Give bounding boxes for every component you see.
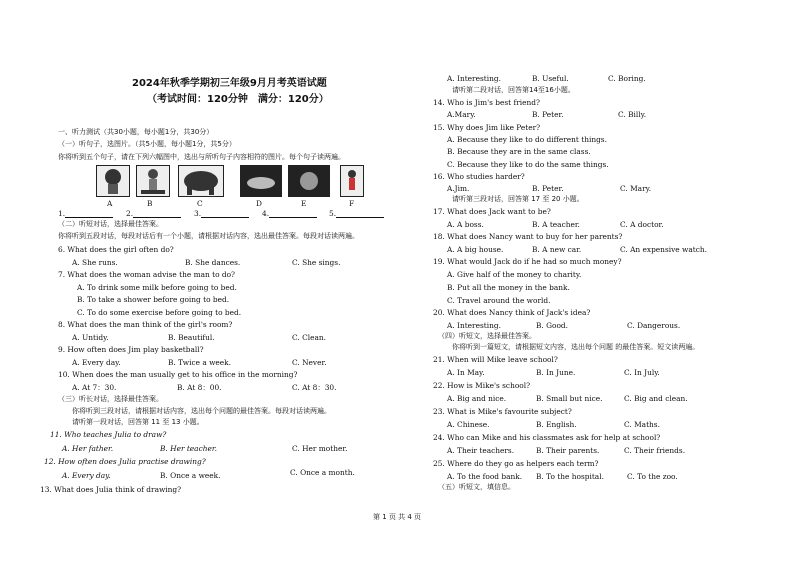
part-heading: （三）听长对话，选择最佳答案。 [58, 395, 163, 403]
option-8a[interactable]: A. Untidy. [72, 333, 109, 342]
option-19b[interactable]: B. Put all the money in the bank. [447, 283, 570, 292]
option-11b[interactable]: B. Her teacher. [160, 444, 217, 453]
option-8c[interactable]: C. Clean. [292, 333, 326, 342]
option-15a[interactable]: A. Because they like to do different things. [447, 135, 607, 144]
option-9a[interactable]: A. Every day. [72, 358, 121, 367]
picture-letter-b: B [147, 199, 153, 208]
part-heading: （五）听短文，填信息。 [438, 483, 515, 491]
option-25a[interactable]: A. To the food bank. [447, 472, 523, 481]
option-7c[interactable]: C. To do some exercise before going to bed. [77, 308, 242, 317]
picture-letter-c: C [197, 199, 203, 208]
option-16b[interactable]: B. Peter. [532, 184, 564, 193]
option-19a[interactable]: A. Give half of the money to charity. [447, 270, 582, 279]
question-14: 14. Who is Jim's best friend? [433, 98, 540, 107]
option-13a[interactable]: A. Interesting. [447, 74, 501, 83]
answer-blank-1[interactable]: 1. [58, 209, 113, 218]
section-heading: 一、听力测试（共30小题，每小题1分，共30分） [58, 128, 214, 136]
part-instructions: 你将听到五段对话，每段对话后有一个小题，请根据对话内容，选出最佳答案。每段对话读两遍。 [58, 232, 359, 240]
question-8: 8. What does the man think of the girl's room? [58, 320, 233, 329]
option-23a[interactable]: A. Chinese. [447, 420, 490, 429]
part-heading: （一）听句子，选图片。（共5小题，每小题1分，共5分） [58, 140, 236, 148]
question-23: 23. What is Mike's favourite subject? [433, 407, 572, 416]
question-10: 10. When does the man usually get to his office in the morning? [58, 370, 298, 379]
option-9b[interactable]: B. Twice a week. [168, 358, 232, 367]
question-15: 15. Why does Jim like Peter? [433, 123, 541, 132]
option-21a[interactable]: A. In May. [447, 368, 485, 377]
option-12a[interactable]: A. Every day. [62, 471, 111, 480]
option-20c[interactable]: C. Dangerous. [627, 321, 681, 330]
option-6c[interactable]: C. She sings. [292, 258, 341, 267]
option-12c[interactable]: C. Once a month. [290, 468, 355, 477]
part-instructions: 你将听到三段对话，请根据对话内容，选出每个问题的最佳答案。每段对话读两遍。 [72, 407, 331, 415]
option-14b[interactable]: B. Peter. [532, 110, 564, 119]
answer-blank-4[interactable]: 4. [262, 209, 317, 218]
option-20a[interactable]: A. Interesting. [447, 321, 501, 330]
question-11: 11. Who teaches Julia to draw? [50, 430, 167, 439]
option-11c[interactable]: C. Her mother. [292, 444, 348, 453]
option-17c[interactable]: C. A doctor. [620, 220, 664, 229]
question-16: 16. Who studies harder? [433, 172, 525, 181]
option-11a[interactable]: A. Her father. [62, 444, 114, 453]
option-9c[interactable]: C. Never. [292, 358, 327, 367]
option-17a[interactable]: A. A boss. [447, 220, 484, 229]
option-14a[interactable]: A.Mary. [447, 110, 476, 119]
option-18c[interactable]: C. An expensive watch. [620, 245, 707, 254]
picture-b [136, 165, 170, 197]
part-instructions: 请听第二段对话，回答第14至16小题。 [452, 86, 575, 94]
page-subtitle: （考试时间：120分钟 满分：120分） [147, 94, 329, 105]
girl-image [97, 166, 129, 196]
option-19c[interactable]: C. Travel around the world. [447, 296, 551, 305]
option-16c[interactable]: C. Mary. [620, 184, 652, 193]
option-24c[interactable]: C. Their friends. [624, 446, 686, 455]
page-footer: 第 1 页 共 4 页 [372, 513, 422, 521]
picture-f [340, 165, 364, 197]
option-16a[interactable]: A.Jim. [447, 184, 470, 193]
option-8b[interactable]: B. Beautiful. [168, 333, 215, 342]
option-22c[interactable]: C. Big and clean. [624, 394, 688, 403]
person-image [341, 166, 363, 196]
option-13b[interactable]: B. Useful. [532, 74, 569, 83]
option-6b[interactable]: B. She dances. [185, 258, 241, 267]
question-19: 19. What would Jack do if he had so much money? [433, 257, 622, 266]
question-25: 25. Where do they go as helpers each term? [433, 459, 599, 468]
question-24: 24. Who can Mike and his classmates ask for help at school? [433, 433, 661, 442]
question-17: 17. What does Jack want to be? [433, 207, 551, 216]
option-20b[interactable]: B. Good. [536, 321, 569, 330]
picture-letter-f: F [349, 199, 355, 208]
option-12b[interactable]: B. Once a week. [160, 471, 221, 480]
picture-c [178, 165, 224, 197]
question-21: 21. When will Mike leave school? [433, 355, 558, 364]
option-7a[interactable]: A. To drink some milk before going to bed. [77, 283, 237, 292]
option-18b[interactable]: B. A new car. [532, 245, 582, 254]
answer-blank-2[interactable]: 2. [126, 209, 181, 218]
option-10b[interactable]: B. At 8：00. [177, 383, 222, 392]
picture-d [240, 165, 282, 197]
part-instructions: 你将听到五个句子，请在下列六幅图中，选出与所听句子内容相符的图片。每个句子读两遍。 [58, 153, 345, 161]
part-instructions: 你将听到一篇短文，请根据短文内容，选出每个问题 的最佳答案。短文读两遍。 [452, 343, 700, 351]
question-9: 9. How often does Jim play basketball? [58, 345, 204, 354]
option-14c[interactable]: C. Billy. [618, 110, 647, 119]
question-20: 20. What does Nancy think of Jack's idea? [433, 308, 591, 317]
picture-letter-d: D [256, 199, 262, 208]
part-heading: （二）听短对话，选择最佳答案。 [58, 220, 163, 228]
part-instructions: 请听第三段对话，回答第 17 至 20 小题。 [452, 195, 584, 203]
option-13c[interactable]: C. Boring. [608, 74, 646, 83]
question-6: 6. What does the girl often do? [58, 245, 174, 254]
picture-letter-e: E [301, 199, 307, 208]
option-10a[interactable]: A. At 7：30. [72, 383, 117, 392]
option-6a[interactable]: A. She runs. [72, 258, 118, 267]
option-23c[interactable]: C. Maths. [624, 420, 660, 429]
cat-image [289, 166, 329, 196]
question-13: 13. What does Julia think of drawing? [40, 485, 182, 494]
answer-blank-3[interactable]: 3. [194, 209, 249, 218]
part-instructions: 请听第一段对话，回答第 11 至 13 小题。 [72, 418, 204, 426]
part-heading: （四）听短文，选择最佳答案。 [438, 332, 536, 340]
option-22b[interactable]: B. Small but nice. [536, 394, 603, 403]
option-25b[interactable]: B. To the hospital. [536, 472, 604, 481]
picture-letter-a: A [107, 199, 113, 208]
boy-image [137, 166, 169, 196]
option-10c[interactable]: C. At 8：30. [292, 383, 337, 392]
option-18a[interactable]: A. A big house. [447, 245, 504, 254]
option-15c[interactable]: C. Because they like to do the same things. [447, 160, 609, 169]
option-21c[interactable]: C. In July. [624, 368, 660, 377]
option-7b[interactable]: B. To take a shower before going to bed. [77, 295, 230, 304]
option-23b[interactable]: B. English. [536, 420, 577, 429]
page-title: 2024年秋季学期初三年级9月月考英语试题 [132, 78, 327, 89]
tiger-image [241, 166, 281, 196]
option-22a[interactable]: A. Big and nice. [447, 394, 507, 403]
answer-blank-5[interactable]: 5. [329, 209, 384, 218]
question-12: 12. How often does Julia practise drawing? [44, 457, 206, 466]
option-17b[interactable]: B. A teacher. [532, 220, 580, 229]
option-24b[interactable]: B. Their parents. [536, 446, 600, 455]
option-21b[interactable]: B. In June. [536, 368, 576, 377]
question-22: 22. How is Mike's school? [433, 381, 531, 390]
elephant-image [179, 166, 223, 196]
option-15b[interactable]: B. Because they are in the same class. [447, 147, 591, 156]
question-18: 18. What does Nancy want to buy for her parents? [433, 232, 623, 241]
picture-a [96, 165, 130, 197]
picture-e [288, 165, 330, 197]
question-7: 7. What does the woman advise the man to do? [58, 270, 236, 279]
option-25c[interactable]: C. To the zoo. [627, 472, 678, 481]
option-24a[interactable]: A. Their teachers. [447, 446, 515, 455]
